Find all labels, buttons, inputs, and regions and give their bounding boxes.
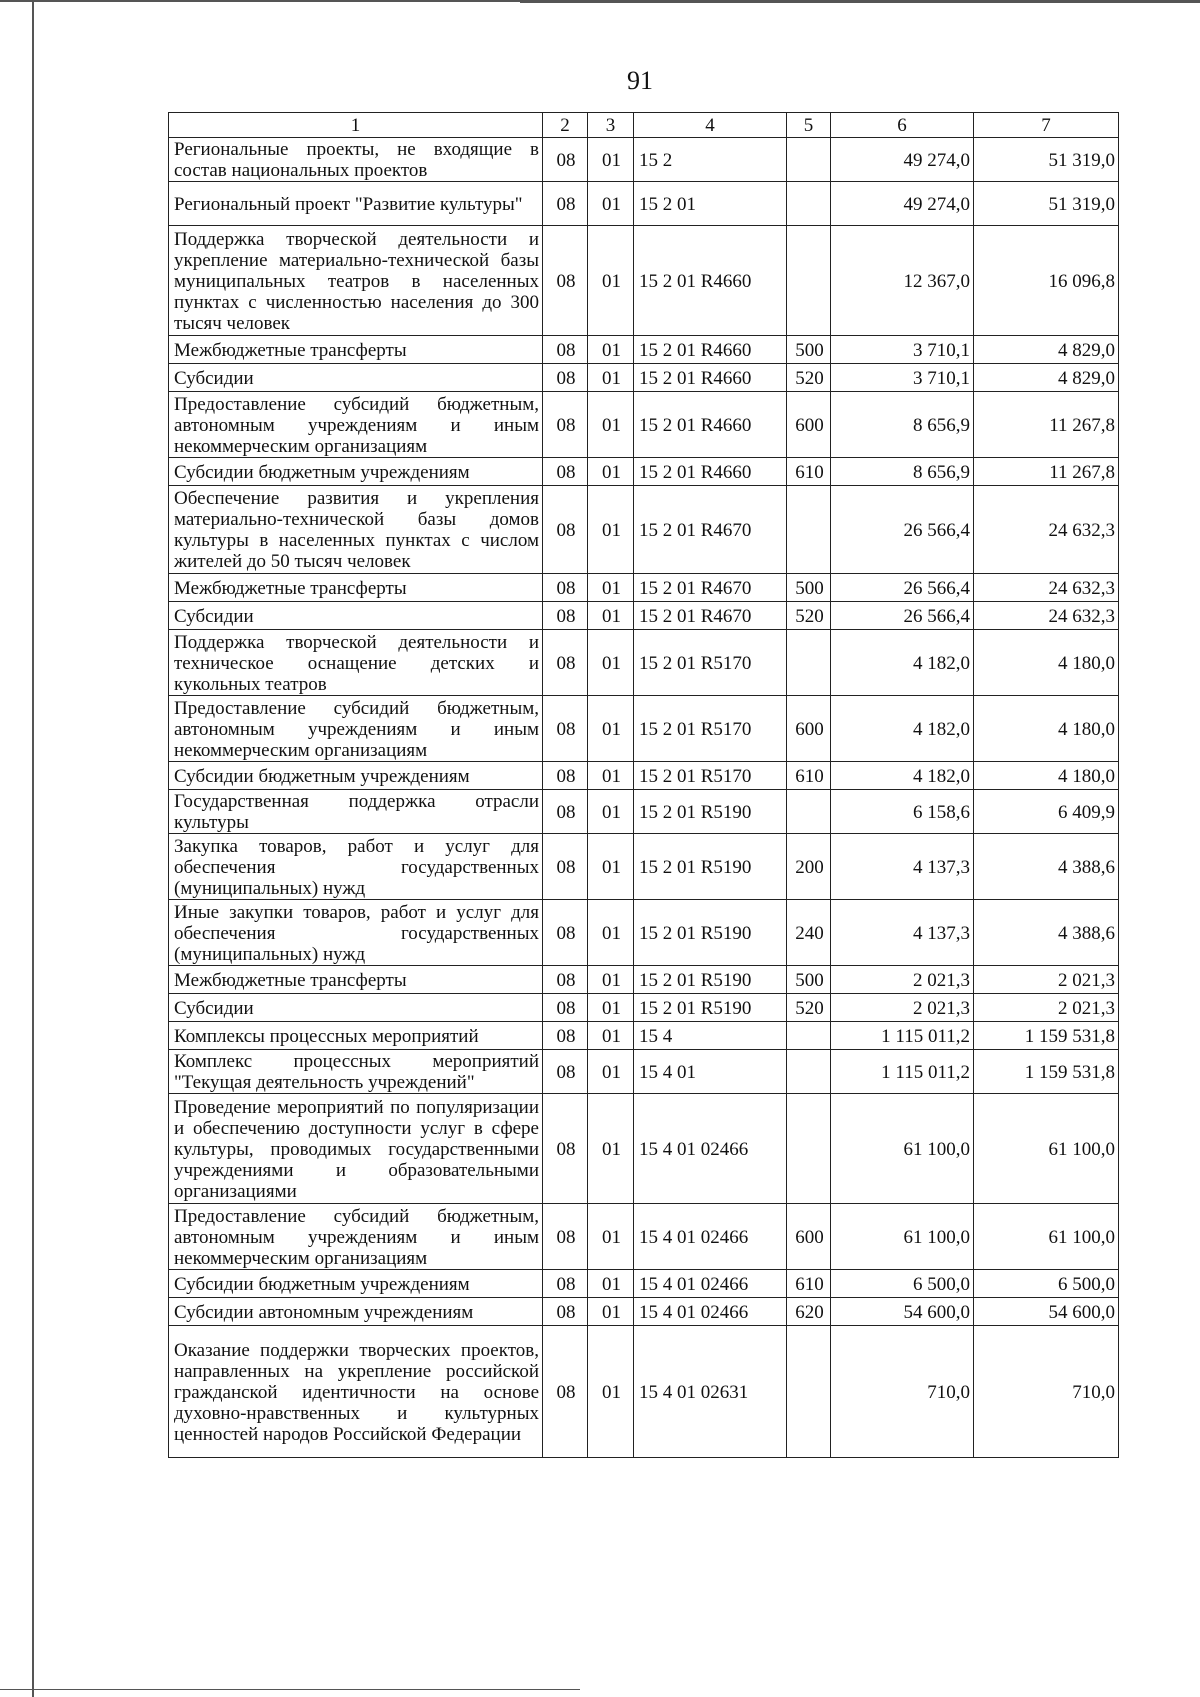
row-amount-year-2: 4 829,0 — [974, 364, 1119, 392]
row-expense-type — [787, 138, 831, 182]
row-target-article: 15 4 01 02631 — [634, 1326, 787, 1458]
row-target-article: 15 2 01 R5170 — [634, 762, 787, 790]
row-section: 08 — [543, 602, 588, 630]
table-row — [169, 364, 1119, 392]
row-amount-year-1: 3 710,1 — [831, 364, 974, 392]
row-target-article: 15 4 01 02466 — [634, 1270, 787, 1298]
row-amount-year-2: 54 600,0 — [974, 1298, 1119, 1326]
table-row — [169, 1326, 1119, 1458]
table-row — [169, 900, 1119, 966]
row-amount-year-1: 2 021,3 — [831, 966, 974, 994]
row-target-article: 15 2 01 R5190 — [634, 790, 787, 834]
row-section: 08 — [543, 486, 588, 574]
header-col-year-2: 7 — [974, 113, 1119, 138]
row-target-article: 15 4 — [634, 1022, 787, 1050]
row-subsection: 01 — [588, 966, 634, 994]
row-subsection: 01 — [588, 392, 634, 458]
row-target-article: 15 2 01 R5190 — [634, 834, 787, 900]
row-name: Предоставление субсидий бюджетным, автономным учреждениям и иным некоммерческим организациям — [169, 696, 543, 762]
row-subsection: 01 — [588, 762, 634, 790]
table-row — [169, 994, 1119, 1022]
row-target-article: 15 2 01 R4660 — [634, 458, 787, 486]
row-amount-year-2: 2 021,3 — [974, 994, 1119, 1022]
row-subsection: 01 — [588, 696, 634, 762]
row-name: Субсидии автономным учреждениям — [169, 1298, 543, 1326]
table-row — [169, 458, 1119, 486]
row-amount-year-1: 8 656,9 — [831, 458, 974, 486]
header-col-expense-type: 5 — [787, 113, 831, 138]
scan-left-line — [32, 0, 34, 1697]
row-amount-year-1: 1 115 011,2 — [831, 1022, 974, 1050]
row-name: Субсидии бюджетным учреждениям — [169, 1270, 543, 1298]
row-subsection: 01 — [588, 364, 634, 392]
row-amount-year-2: 4 388,6 — [974, 834, 1119, 900]
table-row — [169, 336, 1119, 364]
table-row — [169, 574, 1119, 602]
row-amount-year-2: 16 096,8 — [974, 226, 1119, 336]
table-row — [169, 486, 1119, 574]
row-target-article: 15 2 01 R5190 — [634, 966, 787, 994]
row-subsection: 01 — [588, 1326, 634, 1458]
row-section: 08 — [543, 458, 588, 486]
row-name: Государственная поддержка отрасли культуры — [169, 790, 543, 834]
row-subsection: 01 — [588, 1270, 634, 1298]
row-amount-year-1: 710,0 — [831, 1326, 974, 1458]
row-amount-year-2: 4 180,0 — [974, 630, 1119, 696]
row-amount-year-2: 24 632,3 — [974, 574, 1119, 602]
row-amount-year-1: 6 158,6 — [831, 790, 974, 834]
row-target-article: 15 2 01 R4670 — [634, 486, 787, 574]
row-amount-year-2: 61 100,0 — [974, 1094, 1119, 1204]
table-row — [169, 834, 1119, 900]
row-expense-type — [787, 182, 831, 226]
row-name: Обеспечение развития и укрепления материально-технической базы домов культуры в населенных пунктах с числом жителей до 50 тысяч человек — [169, 486, 543, 574]
header-col-year-1: 6 — [831, 113, 974, 138]
row-section: 08 — [543, 1022, 588, 1050]
row-amount-year-2: 2 021,3 — [974, 966, 1119, 994]
row-subsection: 01 — [588, 1022, 634, 1050]
row-name: Субсидии бюджетным учреждениям — [169, 458, 543, 486]
row-subsection: 01 — [588, 1094, 634, 1204]
row-section: 08 — [543, 336, 588, 364]
row-section: 08 — [543, 182, 588, 226]
row-subsection: 01 — [588, 574, 634, 602]
row-name: Проведение мероприятий по популяризации и обеспечению доступности услуг в сфере культуры, проводимых государственными учреждениями и образовательными организациями — [169, 1094, 543, 1204]
table-row — [169, 762, 1119, 790]
row-subsection: 01 — [588, 834, 634, 900]
table-row — [169, 1094, 1119, 1204]
row-section: 08 — [543, 762, 588, 790]
row-subsection: 01 — [588, 1204, 634, 1270]
scan-bottom-line — [0, 1689, 580, 1690]
row-expense-type: 520 — [787, 364, 831, 392]
row-name: Закупка товаров, работ и услуг для обеспечения государственных (муниципальных) нужд — [169, 834, 543, 900]
row-name: Субсидии — [169, 364, 543, 392]
row-amount-year-2: 710,0 — [974, 1326, 1119, 1458]
page-number: 91 — [627, 66, 653, 95]
scan-top-line-right — [520, 2, 1200, 3]
row-name: Поддержка творческой деятельности и укрепление материально-технической базы муниципальных театров в населенных пунктах с численностью населения до 300 тысяч человек — [169, 226, 543, 336]
header-col-subsection: 3 — [588, 113, 634, 138]
row-amount-year-1: 3 710,1 — [831, 336, 974, 364]
row-expense-type: 500 — [787, 336, 831, 364]
row-amount-year-2: 61 100,0 — [974, 1204, 1119, 1270]
row-expense-type — [787, 1326, 831, 1458]
row-amount-year-2: 11 267,8 — [974, 458, 1119, 486]
table-header — [169, 113, 1119, 138]
row-name: Межбюджетные трансферты — [169, 574, 543, 602]
table-row — [169, 1298, 1119, 1326]
row-section: 08 — [543, 966, 588, 994]
table-row — [169, 630, 1119, 696]
row-name: Поддержка творческой деятельности и техническое оснащение детских и кукольных театров — [169, 630, 543, 696]
row-amount-year-2: 1 159 531,8 — [974, 1050, 1119, 1094]
row-subsection: 01 — [588, 994, 634, 1022]
row-amount-year-2: 51 319,0 — [974, 138, 1119, 182]
row-target-article: 15 2 — [634, 138, 787, 182]
row-amount-year-2: 4 180,0 — [974, 696, 1119, 762]
row-amount-year-1: 4 137,3 — [831, 834, 974, 900]
row-amount-year-2: 4 388,6 — [974, 900, 1119, 966]
table-row — [169, 1270, 1119, 1298]
row-name: Межбюджетные трансферты — [169, 336, 543, 364]
row-target-article: 15 2 01 R5190 — [634, 994, 787, 1022]
row-expense-type: 240 — [787, 900, 831, 966]
row-amount-year-1: 61 100,0 — [831, 1094, 974, 1204]
table-row — [169, 226, 1119, 336]
row-amount-year-1: 26 566,4 — [831, 486, 974, 574]
row-section: 08 — [543, 900, 588, 966]
row-expense-type: 600 — [787, 392, 831, 458]
row-target-article: 15 2 01 R4660 — [634, 364, 787, 392]
row-amount-year-1: 4 137,3 — [831, 900, 974, 966]
row-section: 08 — [543, 1204, 588, 1270]
row-amount-year-1: 4 182,0 — [831, 696, 974, 762]
row-expense-type: 200 — [787, 834, 831, 900]
row-amount-year-2: 24 632,3 — [974, 486, 1119, 574]
row-subsection: 01 — [588, 630, 634, 696]
row-expense-type: 500 — [787, 574, 831, 602]
header-col-section: 2 — [543, 113, 588, 138]
row-section: 08 — [543, 696, 588, 762]
table-body — [169, 138, 1119, 1458]
row-target-article: 15 2 01 — [634, 182, 787, 226]
row-amount-year-1: 2 021,3 — [831, 994, 974, 1022]
row-target-article: 15 2 01 R4670 — [634, 574, 787, 602]
row-amount-year-1: 26 566,4 — [831, 574, 974, 602]
row-target-article: 15 4 01 02466 — [634, 1204, 787, 1270]
row-expense-type — [787, 486, 831, 574]
row-expense-type — [787, 1050, 831, 1094]
header-col-target-article: 4 — [634, 113, 787, 138]
row-section: 08 — [543, 1326, 588, 1458]
row-target-article: 15 2 01 R4660 — [634, 226, 787, 336]
row-expense-type: 520 — [787, 602, 831, 630]
row-name: Предоставление субсидий бюджетным, автономным учреждениям и иным некоммерческим организациям — [169, 1204, 543, 1270]
row-amount-year-1: 1 115 011,2 — [831, 1050, 974, 1094]
row-target-article: 15 4 01 — [634, 1050, 787, 1094]
row-section: 08 — [543, 392, 588, 458]
row-section: 08 — [543, 138, 588, 182]
row-expense-type — [787, 1022, 831, 1050]
row-name: Субсидии — [169, 602, 543, 630]
row-amount-year-2: 1 159 531,8 — [974, 1022, 1119, 1050]
table-row — [169, 602, 1119, 630]
row-expense-type — [787, 790, 831, 834]
row-target-article: 15 2 01 R4660 — [634, 336, 787, 364]
row-amount-year-1: 12 367,0 — [831, 226, 974, 336]
row-subsection: 01 — [588, 790, 634, 834]
row-target-article: 15 2 01 R5170 — [634, 696, 787, 762]
row-amount-year-1: 49 274,0 — [831, 182, 974, 226]
header-row — [169, 113, 1119, 138]
row-target-article: 15 4 01 02466 — [634, 1094, 787, 1204]
row-name: Иные закупки товаров, работ и услуг для обеспечения государственных (муниципальных) нужд — [169, 900, 543, 966]
row-amount-year-1: 8 656,9 — [831, 392, 974, 458]
table-row — [169, 790, 1119, 834]
row-name: Региональный проект "Развитие культуры" — [169, 182, 543, 226]
table-row — [169, 138, 1119, 182]
row-subsection: 01 — [588, 226, 634, 336]
row-name: Оказание поддержки творческих проектов, направленных на укрепление российской гражданской идентичности на основе духовно-нравственных и культурных ценностей народов Российской Федерации — [169, 1326, 543, 1458]
row-subsection: 01 — [588, 486, 634, 574]
row-section: 08 — [543, 1050, 588, 1094]
row-amount-year-1: 4 182,0 — [831, 630, 974, 696]
budget-table — [168, 112, 1119, 1458]
row-target-article: 15 2 01 R5170 — [634, 630, 787, 696]
row-amount-year-1: 6 500,0 — [831, 1270, 974, 1298]
row-amount-year-2: 51 319,0 — [974, 182, 1119, 226]
row-expense-type: 500 — [787, 966, 831, 994]
row-amount-year-1: 54 600,0 — [831, 1298, 974, 1326]
row-expense-type — [787, 630, 831, 696]
row-name: Предоставление субсидий бюджетным, автономным учреждениям и иным некоммерческим организациям — [169, 392, 543, 458]
table-row — [169, 1022, 1119, 1050]
table-row — [169, 696, 1119, 762]
row-section: 08 — [543, 790, 588, 834]
row-name: Региональные проекты, не входящие в состав национальных проектов — [169, 138, 543, 182]
row-subsection: 01 — [588, 900, 634, 966]
row-amount-year-1: 26 566,4 — [831, 602, 974, 630]
row-target-article: 15 2 01 R5190 — [634, 900, 787, 966]
table-row — [169, 182, 1119, 226]
row-expense-type: 610 — [787, 1270, 831, 1298]
row-subsection: 01 — [588, 458, 634, 486]
row-section: 08 — [543, 1094, 588, 1204]
row-subsection: 01 — [588, 602, 634, 630]
row-amount-year-1: 49 274,0 — [831, 138, 974, 182]
row-section: 08 — [543, 834, 588, 900]
row-target-article: 15 4 01 02466 — [634, 1298, 787, 1326]
row-name: Комплекс процессных мероприятий "Текущая деятельность учреждений" — [169, 1050, 543, 1094]
row-section: 08 — [543, 364, 588, 392]
table-row — [169, 392, 1119, 458]
row-expense-type: 610 — [787, 458, 831, 486]
row-subsection: 01 — [588, 1050, 634, 1094]
row-amount-year-2: 24 632,3 — [974, 602, 1119, 630]
row-expense-type: 600 — [787, 1204, 831, 1270]
row-name: Субсидии — [169, 994, 543, 1022]
table-row — [169, 966, 1119, 994]
row-subsection: 01 — [588, 336, 634, 364]
row-amount-year-2: 11 267,8 — [974, 392, 1119, 458]
row-subsection: 01 — [588, 1298, 634, 1326]
row-name: Межбюджетные трансферты — [169, 966, 543, 994]
row-section: 08 — [543, 574, 588, 602]
row-subsection: 01 — [588, 138, 634, 182]
row-target-article: 15 2 01 R4660 — [634, 392, 787, 458]
row-amount-year-2: 4 180,0 — [974, 762, 1119, 790]
row-expense-type: 600 — [787, 696, 831, 762]
row-amount-year-1: 61 100,0 — [831, 1204, 974, 1270]
row-expense-type — [787, 1094, 831, 1204]
table-row — [169, 1204, 1119, 1270]
row-subsection: 01 — [588, 182, 634, 226]
row-amount-year-2: 6 409,9 — [974, 790, 1119, 834]
row-section: 08 — [543, 1298, 588, 1326]
row-section: 08 — [543, 630, 588, 696]
row-name: Комплексы процессных мероприятий — [169, 1022, 543, 1050]
row-section: 08 — [543, 994, 588, 1022]
header-col-name: 1 — [169, 113, 543, 138]
row-expense-type: 620 — [787, 1298, 831, 1326]
row-amount-year-2: 6 500,0 — [974, 1270, 1119, 1298]
row-expense-type: 520 — [787, 994, 831, 1022]
row-expense-type: 610 — [787, 762, 831, 790]
row-amount-year-2: 4 829,0 — [974, 336, 1119, 364]
table-row — [169, 1050, 1119, 1094]
row-section: 08 — [543, 1270, 588, 1298]
row-section: 08 — [543, 226, 588, 336]
row-name: Субсидии бюджетным учреждениям — [169, 762, 543, 790]
row-amount-year-1: 4 182,0 — [831, 762, 974, 790]
row-target-article: 15 2 01 R4670 — [634, 602, 787, 630]
row-expense-type — [787, 226, 831, 336]
